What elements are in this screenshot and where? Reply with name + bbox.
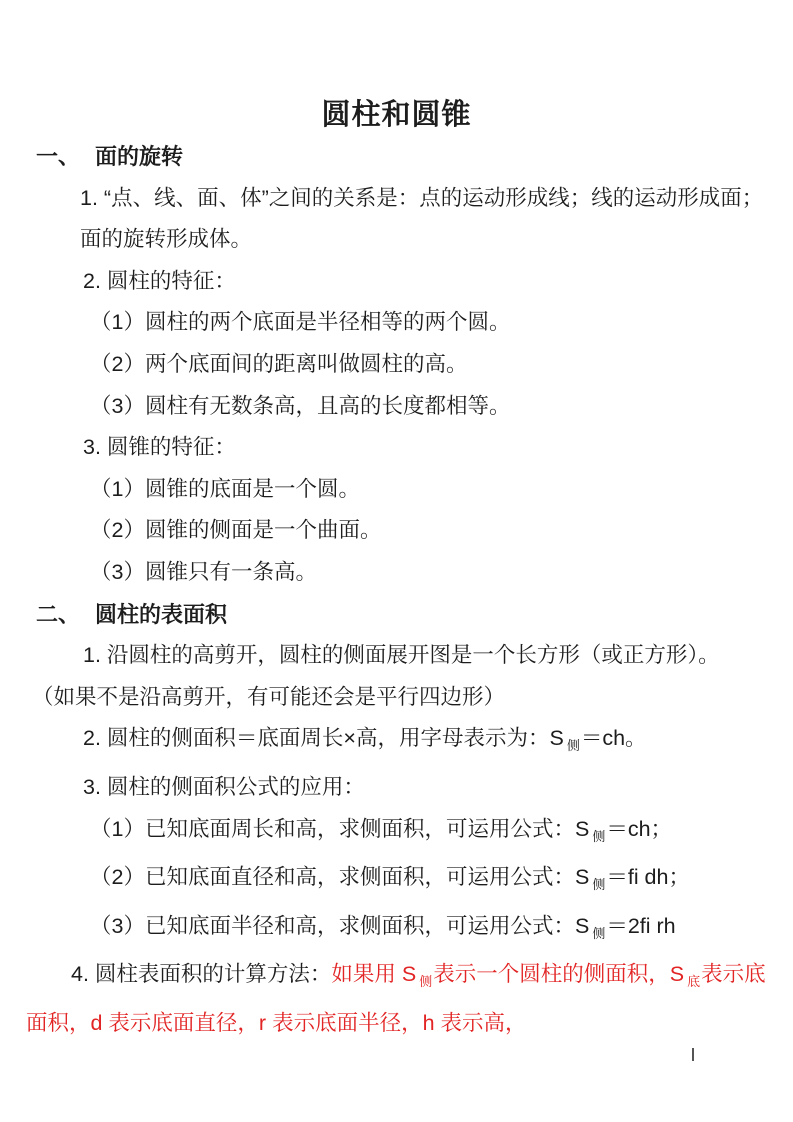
- text-run: （1）已知底面周长和高，求侧面积，可运用公式：S: [90, 816, 590, 841]
- text-line: [90, 552, 793, 594]
- red-text: 如果用 S: [331, 962, 417, 987]
- subscript-text: 底: [687, 974, 701, 990]
- text-run: ＝2ﬁ rh: [606, 913, 676, 938]
- text-run: 1. “点、线、面、体”之间的关系是：点的运动形成线；线的运动形成面；: [80, 185, 764, 210]
- subscript-text: 侧: [592, 828, 606, 844]
- text-line: [80, 178, 793, 220]
- subscript-text: 侧: [419, 974, 433, 990]
- subscript-text: 侧: [592, 925, 606, 941]
- heading-text: 二、: [36, 601, 81, 627]
- text-line: [83, 718, 793, 767]
- text-line: [80, 219, 793, 261]
- text-run: （1）圆锥的底面是一个圆。: [90, 476, 360, 501]
- subscript-text: 侧: [592, 877, 606, 893]
- document-body: [0, 136, 793, 1044]
- text-run: （2）已知底面直径和高，求侧面积，可运用公式：S: [90, 865, 590, 890]
- text-line: [83, 635, 793, 677]
- text-run: 2. 圆柱的特征：: [83, 268, 236, 293]
- text-run: （如果不是沿高剪开，有可能还会是平行四边形）: [32, 684, 506, 709]
- text-run: （3）圆锥只有一条高。: [90, 559, 317, 584]
- text-line: [83, 261, 793, 303]
- text-run: 面的旋转形成体。: [80, 227, 253, 252]
- text-line: [90, 906, 793, 955]
- text-run: 2. 圆柱的侧面积＝底面周长×高，用字母表示为：S: [83, 726, 564, 751]
- text-run: 1. 沿圆柱的高剪开，圆柱的侧面展开图是一个长方形（或正方形）。: [83, 643, 720, 668]
- text-run: 4. 圆柱表面积的计算方法：: [71, 962, 332, 987]
- text-line: [32, 677, 793, 719]
- heading-text: 面的旋转: [95, 144, 184, 169]
- text-line: [90, 302, 793, 344]
- text-run: （3）圆柱有无数条高，且高的长度都相等。: [90, 393, 511, 418]
- text-line: [90, 386, 793, 428]
- text-cursor: [692, 1048, 694, 1061]
- text-run: （2）圆锥的侧面是一个曲面。: [90, 518, 382, 543]
- text-line: [71, 954, 793, 1003]
- text-run: （1）圆柱的两个底面是半径相等的两个圆。: [90, 310, 511, 335]
- heading-text: 一、: [36, 144, 81, 169]
- text-line: [83, 427, 793, 469]
- section-heading-1: [36, 136, 793, 178]
- text-run: ＝ﬁ dh；: [606, 865, 690, 890]
- text-line: [90, 857, 793, 906]
- text-line: [26, 1003, 793, 1045]
- text-run: （2）两个底面间的距离叫做圆柱的高。: [90, 351, 468, 376]
- text-run: ＝ch。: [580, 726, 647, 751]
- text-run: ＝ch；: [606, 816, 673, 841]
- text-run: （3）已知底面半径和高，求侧面积，可运用公式：S: [90, 913, 590, 938]
- text-run: 3. 圆柱的侧面积公式的应用：: [83, 774, 365, 799]
- red-text: 表示一个圆柱的侧面积，S: [433, 962, 685, 987]
- text-line: [90, 344, 793, 386]
- subscript-text: 侧: [566, 738, 580, 754]
- text-line: [90, 510, 793, 552]
- text-line: [90, 809, 793, 858]
- text-line: [83, 767, 793, 809]
- red-text: 表示底: [701, 962, 766, 987]
- text-line: [90, 469, 793, 511]
- document-title: 圆柱和圆锥: [321, 99, 472, 131]
- red-text: 面积，d 表示底面直径，r 表示底面半径，h 表示高，: [26, 1010, 527, 1035]
- section-heading-2: [36, 594, 793, 636]
- heading-text: 圆柱的表面积: [95, 601, 228, 627]
- text-run: 3. 圆锥的特征：: [83, 435, 236, 460]
